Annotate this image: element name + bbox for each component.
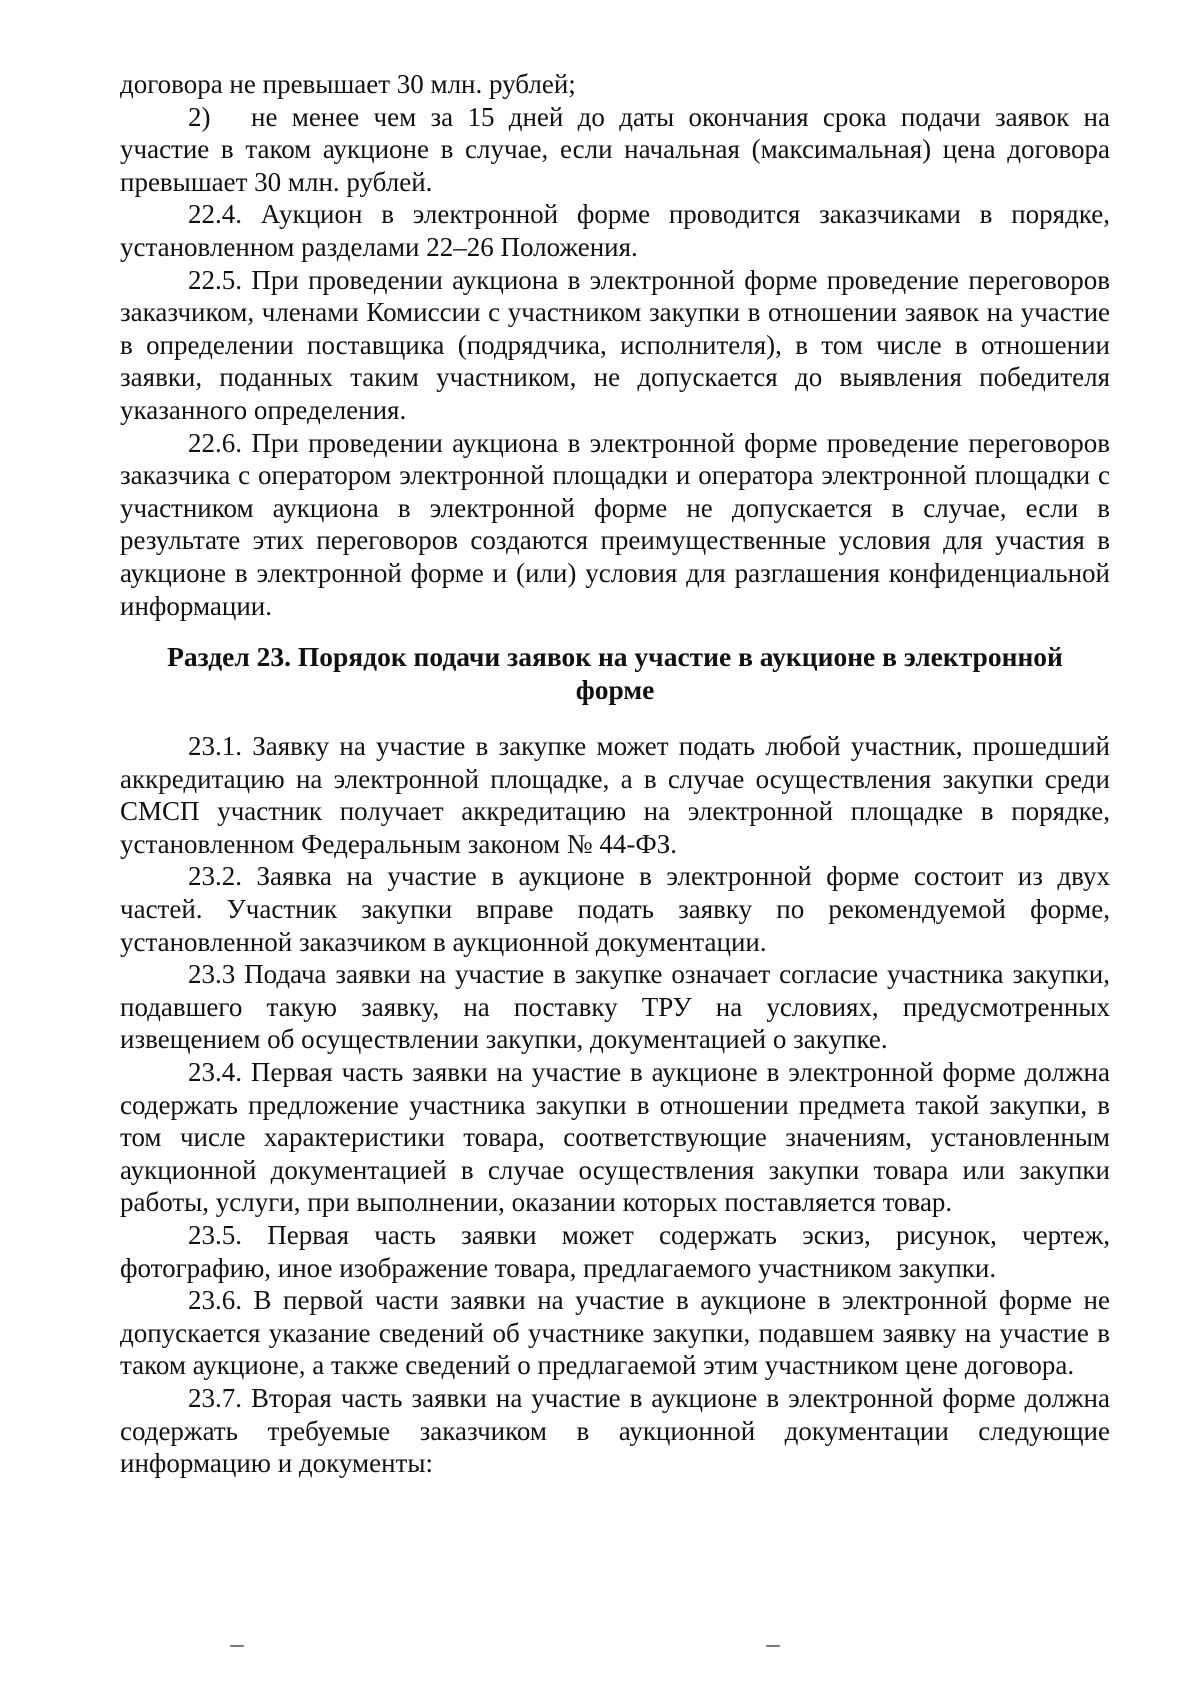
paragraph-23-1: 23.1. Заявку на участие в закупке может подать любой участник, прошедший аккредитацию на электронной площадке, а в случае осуществления закупки среди СМСП участник получает аккредитацию на электронной площадке в порядке, установленном Федеральным законом № 44-ФЗ.: [120, 731, 1110, 859]
paragraph-item-2: 2) не менее чем за 15 дней до даты окончания срока подачи заявок на участие в таком аукционе в случае, если начальная (максимальная) цена договора превышает 30 млн. рублей.: [120, 101, 1110, 197]
paragraph-22-4: 22.4. Аукцион в электронной форме проводится заказчиками в порядке, установленном разделами 22–26 Положения.: [120, 199, 1110, 262]
paragraph-23-2: 23.2. Заявка на участие в аукционе в электронной форме состоит из двух частей. Участник закупки вправе подать заявку по рекомендуемой форме, установленной заказчиком в аукционной документации.: [120, 861, 1110, 957]
section-heading: Раздел 23. Порядок подачи заявок на участие в аукционе в электронной форме: [167, 641, 1063, 706]
paragraph-continuation: договора не превышает 30 млн. рублей;: [120, 69, 576, 99]
paragraph-22-6: 22.6. При проведении аукциона в электронной форме проведение переговоров заказчика с оператором электронной площадки и оператора электронной площадки с участником аукциона в электронной форме не допускается в случае, если в результате этих переговоров создаются преимущественные условия для участия в аукционе в электронной форме и (или) условия для разглашения конфиденциальной информации.: [120, 427, 1110, 621]
paragraph-23-7: 23.7. Вторая часть заявки на участие в аукционе в электронной форме должна содержать требуемые заказчиком в аукционной документации следующие информацию и документы:: [120, 1382, 1110, 1479]
paragraph-22-5: 22.5. При проведении аукциона в электронной форме проведение переговоров заказчиком, членами Комиссии с участником закупки в отношении заявок на участие в определении поставщика (подрядчика, исполнителя), в том числе в отношении заявки, поданных таким участником, не допускается до выявления победителя указанного определения.: [120, 264, 1110, 425]
paragraph-23-5: 23.5. Первая часть заявки может содержать эскиз, рисунок, чертеж, фотографию, иное изображение товара, предлагаемого участником закупки.: [120, 1220, 1110, 1283]
paragraph-23-3: 23.3 Подача заявки на участие в закупке означает согласие участника закупки, подавшего такую заявку, на поставку ТРУ на условиях, предусмотренных извещением об осуществлении закупки, документацией о закупке.: [120, 959, 1110, 1055]
document-body: [120, 68, 1110, 1480]
paragraph-23-4: 23.4. Первая часть заявки на участие в аукционе в электронной форме должна содержать предложение участника закупки в отношении предмета такой закупки, в том числе характеристики товара, соответствующие значениям, установленным аукционной документацией в случае осуществления закупки товара или закупки работы, услуги, при выполнении, оказании которых поставляется товар.: [120, 1057, 1110, 1218]
scan-artifact: [766, 1644, 786, 1648]
paragraph-23-6: 23.6. В первой части заявки на участие в аукционе в электронной форме не допускается указание сведений об участнике закупки, подавшем заявку на участие в таком аукционе, а также сведений о предлагаемой этим участником цене договора.: [120, 1285, 1110, 1381]
scan-artifact: [230, 1644, 250, 1648]
